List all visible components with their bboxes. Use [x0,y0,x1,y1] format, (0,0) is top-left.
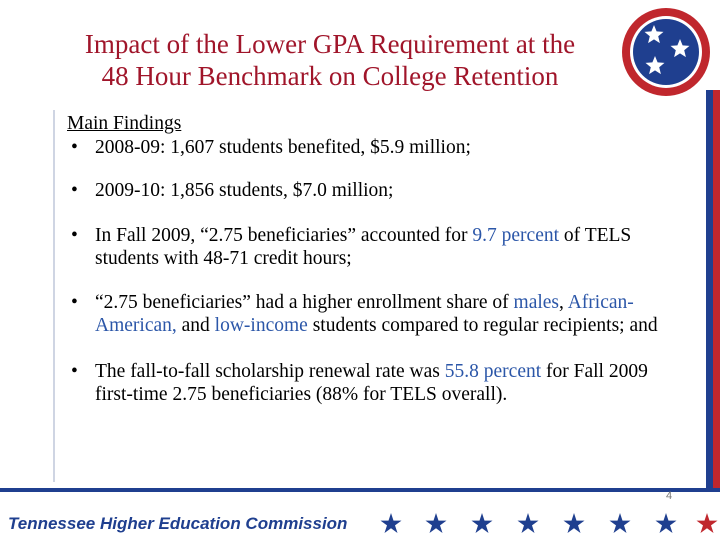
findings-content [67,112,667,406]
footer-star-row [378,510,720,540]
footer-rule [0,488,720,492]
page-number: 4 [666,490,673,502]
finding-bullet-5 [67,360,667,406]
bullet-text: students compared to regular recipients; and [307,315,658,336]
left-accent-rule [53,110,55,482]
highlight-african-american: African-American, [95,292,634,336]
finding-bullet-2 [67,179,667,202]
finding-bullet-4 [67,291,667,337]
title-line-1: Impact of the Lower GPA Requirement at the [84,29,576,59]
star-icon [518,513,539,533]
finding-bullet-1 [67,136,667,159]
highlight-percent: 9.7 percent [472,225,560,246]
bullet-text: of TELS students with 48-71 credit hours; [95,225,632,269]
star-icon [381,513,402,533]
bullet-text: 2009-10: 1,856 students, $7.0 million; [95,180,394,201]
star-icon [426,513,447,533]
highlight-low-income: low-income [214,315,308,336]
bullet-text: and [176,315,215,336]
star-icon [564,513,585,533]
bullet-text: The fall-to-fall scholarship renewal rate was [95,361,445,382]
slide-title [20,28,640,92]
star-icon [697,513,718,533]
bullet-text: for Fall 2009 first-time 2.75 beneficiaries (88% for TELS overall). [95,361,648,405]
bullet-text: 2008-09: 1,607 students benefited, $5.9 million; [95,137,471,158]
finding-bullet-3 [67,224,667,270]
right-flag-bar [706,90,720,488]
title-line-2: 48 Hour Benchmark on College Retention [101,61,559,91]
main-findings-heading: Main Findings [67,113,182,134]
star-icon [472,513,493,533]
highlight-males: males [513,292,560,313]
bullet-text: “2.75 beneficiaries” had a higher enrollment share of [95,292,514,313]
star-icon [656,513,677,533]
bullet-text: In Fall 2009, “2.75 beneficiaries” accounted for [95,225,473,246]
footer-org-name: Tennessee Higher Education Commission [8,514,348,533]
star-icon [610,513,631,533]
bullet-text: , [559,292,568,313]
highlight-renewal-rate: 55.8 percent [444,361,542,382]
